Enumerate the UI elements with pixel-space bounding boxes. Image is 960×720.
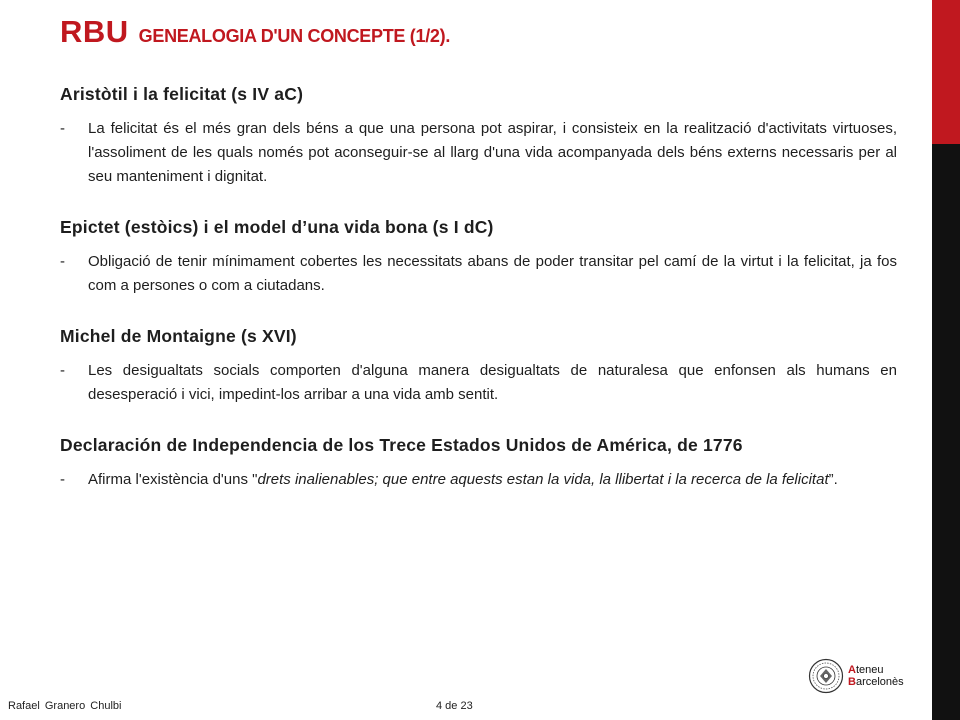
section-heading: Aristòtil i la felicitat (s IV aC) <box>60 84 304 104</box>
bullet-text: Obligació de tenir mínimament cobertes les necessitats abans de poder transitar pel camí de la virtut i la felicitat, ja fos com a persones o com a ciutadans. <box>88 253 897 294</box>
logo-cap: B <box>848 676 856 688</box>
sidebar-accent-red <box>932 0 960 144</box>
ateneu-logo <box>808 658 908 698</box>
section-montaigne <box>60 324 897 407</box>
section-heading: Michel de Montaigne (s XVI) <box>60 326 297 346</box>
bullet-item <box>60 359 897 407</box>
bullet-text-suffix: ”. <box>828 471 838 488</box>
bullet-marker: - <box>60 471 65 488</box>
logo-word: arcelonès <box>855 676 904 688</box>
seal-icon <box>808 658 844 694</box>
bullet-marker: - <box>60 120 65 137</box>
logo-text <box>848 664 904 688</box>
section-declaration <box>60 433 897 492</box>
section-heading: Epictet (estòics) i el model d’una vida bona (s I dC) <box>60 217 494 237</box>
footer-author: Rafael Granero Chulbi <box>8 700 122 712</box>
section-epictetus <box>60 215 897 298</box>
page-number: 4 de 23 <box>436 700 473 712</box>
bullet-text-quote: drets inalienables; que entre aquests estan la vida, la llibertat i la recerca de la felicitat <box>257 471 829 488</box>
slide-content <box>60 82 897 518</box>
bullet-text-prefix: Afirma l'existència d'uns " <box>88 471 258 488</box>
bullet-text: Les desigualtats socials comporten d'alguna manera desigualtats de naturalesa que enfonsen als humans en desesperació i vici, impedint-los arribar a una vida amb sentit. <box>88 362 897 403</box>
bullet-marker: - <box>60 253 65 270</box>
title-text: GENEALOGIA D'UN CONCEPTE (1/2). <box>138 26 451 46</box>
bullet-item <box>60 468 897 492</box>
bullet-item <box>60 250 897 298</box>
logo-word: teneu <box>855 664 884 676</box>
bullet-item <box>60 117 897 189</box>
sidebar-accent-black <box>932 144 960 720</box>
title-acronym: RBU <box>60 14 129 49</box>
section-aristotle <box>60 82 897 189</box>
logo-cap: A <box>848 664 856 676</box>
section-heading: Declaración de Independencia de los Trece Estados Unidos de América, de 1776 <box>60 435 743 455</box>
bullet-marker: - <box>60 362 65 379</box>
bullet-text: La felicitat és el més gran dels béns a que una persona pot aspirar, i consisteix en la realització d'activitats virtuoses, l'assoliment de les quals només pot aconseguir-se al llarg d'una vida acompanyada dels béns externs necessaris per al seu manteniment i dignitat. <box>88 120 897 185</box>
bullet-text <box>88 468 897 492</box>
page-title <box>60 14 920 50</box>
